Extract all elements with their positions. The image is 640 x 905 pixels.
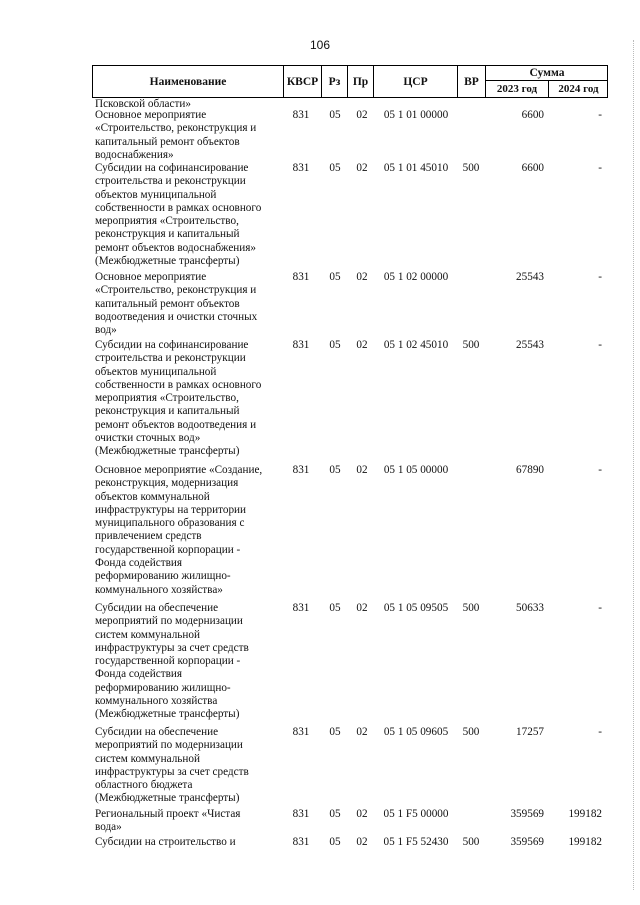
- row-vr: 500: [462, 339, 480, 351]
- row-csr: 05 1 05 09505: [383, 602, 449, 614]
- row-pr: 02: [356, 162, 368, 174]
- header-vr: ВР: [458, 66, 486, 97]
- header-kvsr: КВСР: [284, 66, 322, 97]
- row-sum-2023: 6600: [521, 162, 544, 174]
- row-sum-2023: 359569: [510, 808, 544, 820]
- row-sum-2023: 359569: [510, 836, 544, 848]
- scan-edge-line: [632, 40, 634, 890]
- row-sum-2023: 6600: [521, 109, 544, 121]
- row-vr: 500: [462, 726, 480, 738]
- row-sum-2023: 25543: [516, 339, 544, 351]
- row-rz: 05: [329, 109, 341, 121]
- page-number: 106: [309, 38, 331, 52]
- row-csr: 05 1 01 00000: [383, 109, 449, 121]
- row-name: Субсидии на обеспечение мероприятий по модернизации систем коммунальной инфраструктуры за счет средств государственной корпорации - Фонда содействия реформированию жилищно- коммунального хозяйства (Межбюджетные трансферты): [95, 602, 249, 721]
- header-sum: Сумма: [486, 66, 608, 81]
- header-pr: Пр: [348, 66, 374, 97]
- row-name: Субсидии на софинансирование строительства и реконструкции объектов муниципальной собственности в рамках основного мероприятия «Строительство, реконструкция и капитальный ремонт объектов водоснабжения» (Межбюджетные трансферты): [95, 162, 262, 268]
- row-rz: 05: [329, 726, 341, 738]
- row-name: Субсидии на строительство и: [95, 836, 236, 848]
- row-name: Основное мероприятие «Строительство, реконструкция и капитальный ремонт объектов водоснабжения»: [95, 109, 257, 161]
- row-pr: 02: [356, 726, 368, 738]
- row-kvsr: 831: [292, 271, 310, 283]
- row-csr: 05 1 01 45010: [383, 162, 449, 174]
- row-pr: 02: [356, 808, 368, 820]
- row-sum-2024: -: [598, 339, 602, 351]
- row-name: Псковской области»: [95, 98, 191, 110]
- row-sum-2023: 17257: [516, 726, 544, 738]
- row-csr: 05 1 F5 00000: [383, 808, 449, 820]
- row-rz: 05: [329, 836, 341, 848]
- row-vr: 500: [462, 836, 480, 848]
- row-sum-2023: 25543: [516, 271, 544, 283]
- header-year-2024: 2024 год: [558, 83, 599, 95]
- row-csr: 05 1 05 09605: [383, 726, 449, 738]
- row-csr: 05 1 05 00000: [383, 464, 449, 476]
- row-csr: 05 1 02 00000: [383, 271, 449, 283]
- row-sum-2024: -: [598, 464, 602, 476]
- row-rz: 05: [329, 464, 341, 476]
- row-rz: 05: [329, 808, 341, 820]
- row-kvsr: 831: [292, 836, 310, 848]
- row-rz: 05: [329, 339, 341, 351]
- row-kvsr: 831: [292, 339, 310, 351]
- row-pr: 02: [356, 109, 368, 121]
- row-sum-2024: -: [598, 271, 602, 283]
- row-name: Субсидии на обеспечение мероприятий по модернизации систем коммунальной инфраструктуры за счет средств областного бюджета (Межбюджетные трансферты): [95, 726, 249, 805]
- row-kvsr: 831: [292, 464, 310, 476]
- row-rz: 05: [329, 602, 341, 614]
- row-name: Основное мероприятие «Строительство, реконструкция и капитальный ремонт объектов водоотведения и очистки сточных вод»: [95, 271, 258, 337]
- row-pr: 02: [356, 339, 368, 351]
- row-name: Субсидии на софинансирование строительства и реконструкции объектов муниципальной собственности в рамках основного мероприятия «Строительство, реконструкция и капитальный ремонт объектов водоотведения и очистки сточных вод» (Межбюджетные трансферты): [95, 339, 262, 458]
- row-pr: 02: [356, 464, 368, 476]
- row-kvsr: 831: [292, 602, 310, 614]
- row-vr: 500: [462, 162, 480, 174]
- header-name: Наименование: [93, 66, 284, 97]
- row-sum-2024: 199182: [568, 836, 602, 848]
- row-pr: 02: [356, 836, 368, 848]
- row-vr: 500: [462, 602, 480, 614]
- row-pr: 02: [356, 271, 368, 283]
- row-rz: 05: [329, 162, 341, 174]
- row-kvsr: 831: [292, 109, 310, 121]
- row-kvsr: 831: [292, 162, 310, 174]
- row-sum-2024: -: [598, 602, 602, 614]
- row-sum-2023: 50633: [516, 602, 544, 614]
- header-csr: ЦСР: [374, 66, 458, 97]
- row-sum-2024: -: [598, 162, 602, 174]
- header-rz: Рз: [322, 66, 348, 97]
- row-sum-2023: 67890: [516, 464, 544, 476]
- table-header: [92, 65, 608, 98]
- row-kvsr: 831: [292, 726, 310, 738]
- row-sum-2024: -: [598, 109, 602, 121]
- row-kvsr: 831: [292, 808, 310, 820]
- row-csr: 05 1 02 45010: [383, 339, 449, 351]
- row-name: Региональный проект «Чистая вода»: [95, 808, 241, 834]
- header-year-2023: 2023 год: [486, 81, 549, 97]
- row-name: Основное мероприятие «Создание, реконструкция, модернизация объектов коммунальной инфраструктуры на территории муниципального образования с привлечением средств государственной корпорации - Фонда содействия реформированию жилищно- коммунального хозяйства»: [95, 464, 263, 596]
- row-rz: 05: [329, 271, 341, 283]
- row-pr: 02: [356, 602, 368, 614]
- row-sum-2024: 199182: [568, 808, 602, 820]
- row-csr: 05 1 F5 52430: [383, 836, 449, 848]
- row-sum-2024: -: [598, 726, 602, 738]
